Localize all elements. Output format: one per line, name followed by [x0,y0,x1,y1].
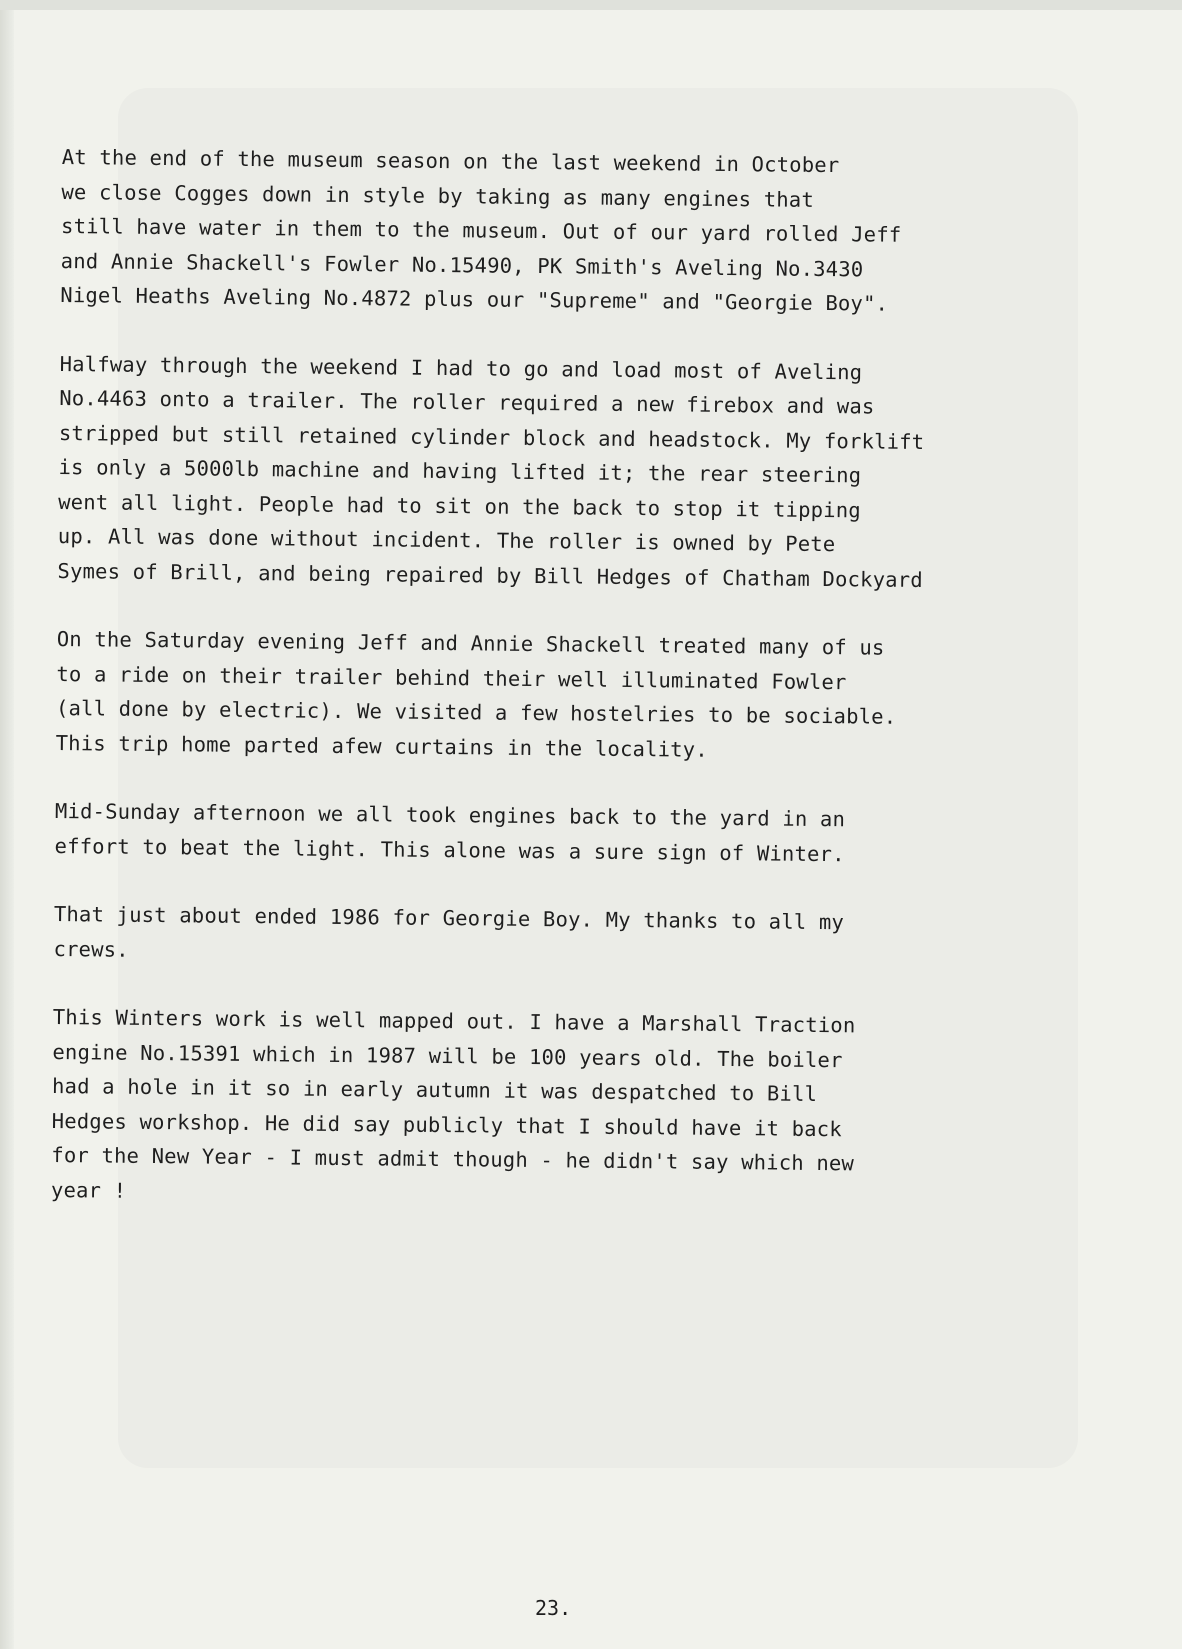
text-line: still have water in them to the museum. Out of our yard rolled Jeff [60,213,902,247]
text-line: Nigel Heaths Aveling No.4872 plus our "Supreme" and "Georgie Boy". [60,282,889,316]
text-line: went all light. People had to sit on the back to stop it tipping [58,489,861,522]
paragraph-4 [54,794,1045,873]
text-line: engine No.15391 which in 1987 will be 100 years old. The boiler [52,1039,843,1072]
paragraph-1 [60,140,1052,323]
paragraph-5 [53,897,1044,976]
text-line: crews. [53,936,129,962]
text-line: Mid-Sunday afternoon we all took engines back to the yard in an [54,798,846,832]
page-number: 23. [535,1596,572,1620]
page-binding-edge [0,10,14,1649]
text-line: This trip home parted afew curtains in the locality. [55,730,708,762]
text-line: On the Saturday evening Jeff and Annie Shackell treated many of us [56,626,885,660]
paragraph-3 [56,622,1047,770]
text-line: and Annie Shackell's Fowler No.15490, PK Smith's Aveling No.3430 [60,248,864,281]
text-line: That just about ended 1986 for Georgie Boy. My thanks to all my [53,901,845,935]
text-line: At the end of the museum season on the last weekend in October [61,144,840,178]
text-line: No.4463 onto a trailer. The roller required a new firebox and was [59,385,875,419]
text-line: stripped but still retained cylinder block and headstock. My forklift [58,420,925,454]
text-line: is only a 5000lb machine and having lifted it; the rear steering [58,454,862,488]
text-line: we close Cogges down in style by taking as many engines that [61,179,815,212]
article-body [50,140,1051,1251]
text-line: had a hole in it so in early autumn it was despatched to Bill [51,1073,818,1106]
text-line: up. All was done without incident. The roller is owned by Pete [57,523,836,557]
text-line: year ! [50,1177,127,1203]
text-line: effort to beat the light. This alone was a sure sign of Winter. [54,833,845,866]
text-line: Halfway through the weekend I had to go and load most of Aveling [59,351,863,384]
text-line: Symes of Brill, and being repaired by Bill Hedges of Chatham Dockyard [57,558,923,592]
text-line: to a ride on their trailer behind their well illuminated Fowler [56,661,847,694]
paragraph-2 [57,346,1049,598]
text-line: (all done by electric). We visited a few hostelries to be sociable. [55,695,897,729]
text-line: This Winters work is well mapped out. I have a Marshall Traction [52,1004,856,1038]
text-line: Hedges workshop. He did say publicly that I should have it back [51,1108,842,1141]
paragraph-6 [51,1000,1043,1217]
text-line: for the New Year - I must admit though - he didn't say which new [51,1142,855,1176]
